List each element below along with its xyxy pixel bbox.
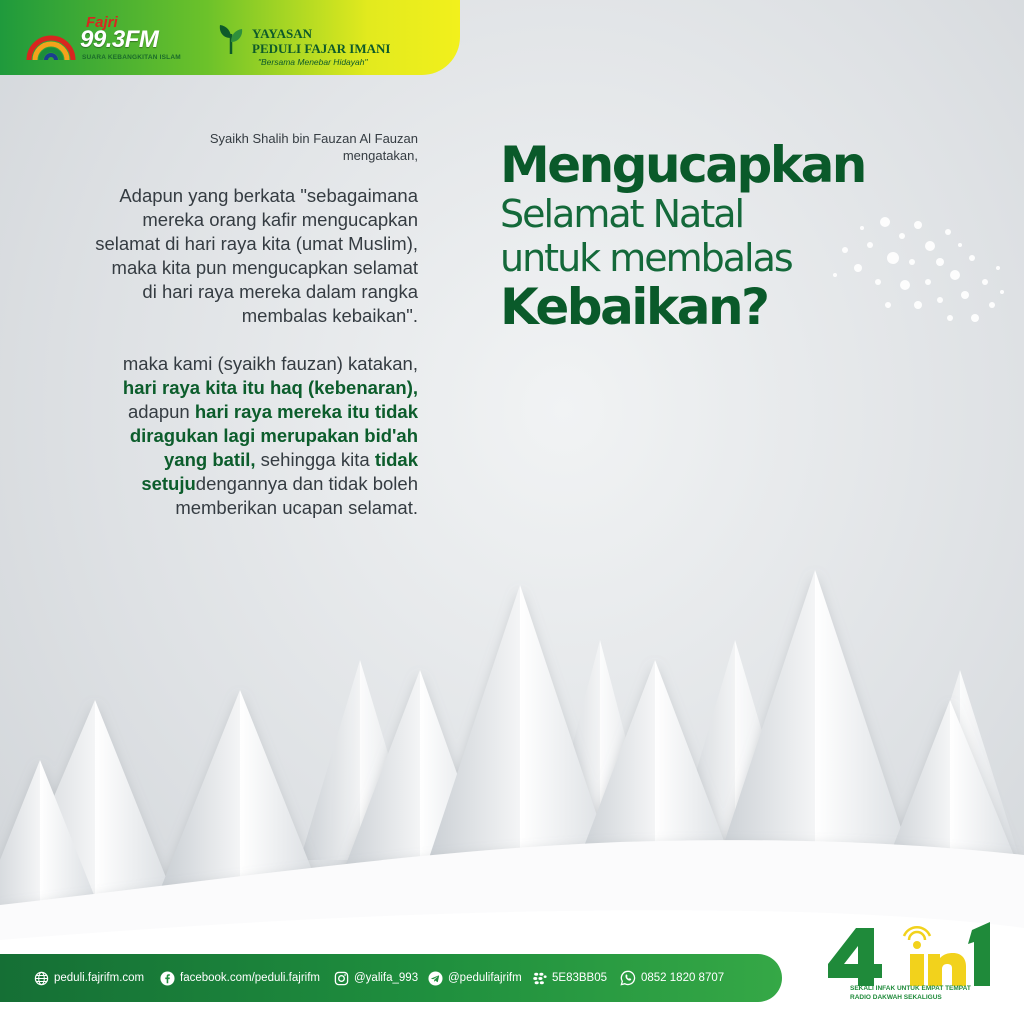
quote-paragraph-1: Adapun yang berkata "sebagaimana mereka orang kafir mengucapkan selamat di hari raya kita (umat Muslim), maka kita pun mengucapkan selamat di hari raya mereka dalam rangka membalas kebaikan". [95, 185, 418, 326]
yayasan-name-line1: YAYASAN [252, 26, 312, 41]
badge-line1: SEKALI INFAK UNTUK EMPAT TEMPAT [850, 985, 971, 992]
contact-telegram[interactable] [428, 954, 522, 1002]
headline-line2: Selamat Natal [500, 192, 744, 236]
headline-line4: Kebaikan? [500, 278, 768, 336]
radio-tagline: SUARA KEBANGKITAN ISLAM [82, 54, 181, 61]
whatsapp-text: 0852 1820 8707 [641, 972, 725, 984]
whatsapp-icon [620, 970, 636, 986]
facebook-icon [160, 971, 175, 986]
para2-highlight-b: hari raya kita itu haq (kebenaran), [122, 377, 418, 398]
para2-text-a: maka kami (syaikh fauzan) katakan, [122, 353, 418, 374]
footer-contact-bar [0, 954, 782, 1002]
quote-attribution [95, 130, 418, 164]
para2-text-g: dengannya dan tidak boleh memberikan ucapan selamat. [175, 473, 418, 518]
facebook-text: facebook.com/peduli.fajrifm [180, 972, 320, 984]
contact-whatsapp[interactable] [620, 954, 724, 1002]
bbm-text: 5E83BB05 [552, 972, 607, 984]
attribution-line2: mengatakan, [342, 148, 418, 163]
attribution-line1: Syaikh Shalih bin Fauzan Al Fauzan [209, 131, 418, 146]
radio-name: Fajri [86, 14, 118, 31]
headline-line1: Mengucapkan [500, 136, 865, 194]
radio-frequency: 99.3FM [80, 26, 159, 53]
header-band [0, 0, 460, 75]
contact-instagram[interactable] [334, 954, 418, 1002]
four-in-one-logo [826, 920, 996, 1016]
headline-line3: untuk membalas [500, 236, 792, 280]
yayasan-name-line2: PEDULI FAJAR IMANI [252, 41, 391, 56]
sprout-logo-icon [218, 22, 244, 56]
badge-line2: RADIO DAKWAH SEKALIGUS [850, 994, 942, 1001]
para2-highlight-f: tidak setuju [141, 449, 418, 494]
rainbow-logo-icon [26, 30, 76, 80]
instagram-text: @yalifa_993 [354, 972, 419, 984]
contact-website[interactable] [34, 954, 144, 1002]
para2-text-c: adapun [127, 401, 195, 422]
contact-facebook[interactable] [160, 954, 320, 1002]
instagram-icon [334, 971, 349, 986]
contact-bbm[interactable] [532, 954, 607, 1002]
para2-highlight-d: hari raya mereka itu tidak diragukan lagi merupakan bid'ah yang batil, [129, 401, 418, 470]
quote-paragraph-2 [95, 352, 418, 520]
yayasan-tagline: "Bersama Menebar Hidayah" [258, 57, 368, 67]
telegram-text: @pedulifajrifm [448, 972, 522, 984]
radio-logo [22, 12, 212, 68]
quote-block [95, 130, 418, 520]
headline [500, 138, 865, 334]
bbm-icon [532, 971, 547, 986]
signal-icon [904, 927, 930, 940]
globe-icon [34, 971, 49, 986]
website-text: peduli.fajrifm.com [54, 972, 145, 984]
telegram-icon [428, 971, 443, 986]
para2-text-e: sehingga kita [255, 449, 375, 470]
